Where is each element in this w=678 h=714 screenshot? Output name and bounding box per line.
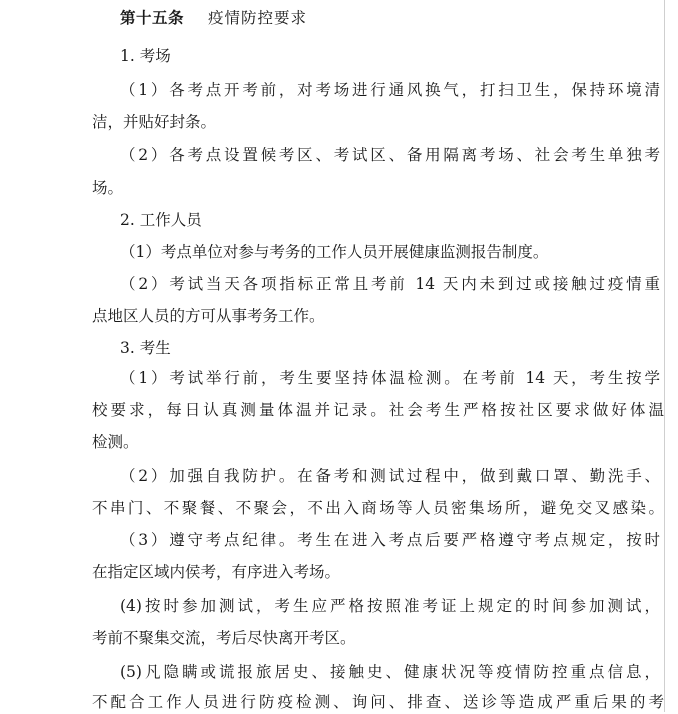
paragraph-line: 场。: [92, 179, 124, 197]
paragraph-line: 在指定区域内侯考，有序进入考场。: [92, 563, 341, 581]
page-edge: [664, 0, 665, 712]
paragraph-line: 不串门、不聚餐、不聚会，不出入商场等人员密集场所，避免交叉感染。: [92, 499, 664, 517]
paragraph-line: (4)按时参加测试，考生应严格按照准考证上规定的时间参加测试，: [120, 597, 660, 615]
paragraph-line: 洁，并贴好封条。: [92, 113, 217, 131]
article-number: 第十五条: [120, 8, 185, 27]
paragraph-line: 考前不聚集交流，考后尽快离开考区。: [92, 629, 356, 647]
article-title: 疫情防控要求: [208, 9, 308, 27]
paragraph-line: （1）考试举行前，考生要坚持体温检测。在考前 14 天，考生按学: [120, 369, 660, 387]
section-heading: 2. 工作人员: [120, 211, 202, 229]
paragraph-line: (5)凡隐瞒或谎报旅居史、接触史、健康状况等疫情防控重点信息，: [120, 663, 660, 681]
section-heading: 1. 考场: [120, 47, 171, 65]
paragraph-line: 不配合工作人员进行防疫检测、询问、排查、送诊等造成严重后果的考: [92, 693, 664, 711]
paragraph-line: （2）考试当天各项指标正常且考前 14 天内未到过或接触过疫情重: [120, 275, 660, 293]
paragraph-line: 检测。: [92, 433, 139, 451]
paragraph-line: 校要求，每日认真测量体温并记录。社会考生严格按社区要求做好体温: [92, 401, 664, 419]
article-heading: [120, 6, 660, 30]
paragraph-line: （1）各考点开考前，对考场进行通风换气，打扫卫生，保持环境清: [120, 81, 660, 99]
paragraph-line: （3）遵守考点纪律。考生在进入考点后要严格遵守考点规定，按时: [120, 531, 660, 549]
paragraph-line: 点地区人员的方可从事考务工作。: [92, 307, 325, 325]
paragraph-line: （2）加强自我防护。在备考和测试过程中，做到戴口罩、勤洗手、: [120, 467, 660, 485]
section-heading: 3. 考生: [120, 339, 171, 357]
paragraph-line: （1）考点单位对参与考务的工作人员开展健康监测报告制度。: [120, 243, 549, 261]
paragraph-line: （2）各考点设置候考区、考试区、备用隔离考场、社会考生单独考: [120, 146, 660, 164]
